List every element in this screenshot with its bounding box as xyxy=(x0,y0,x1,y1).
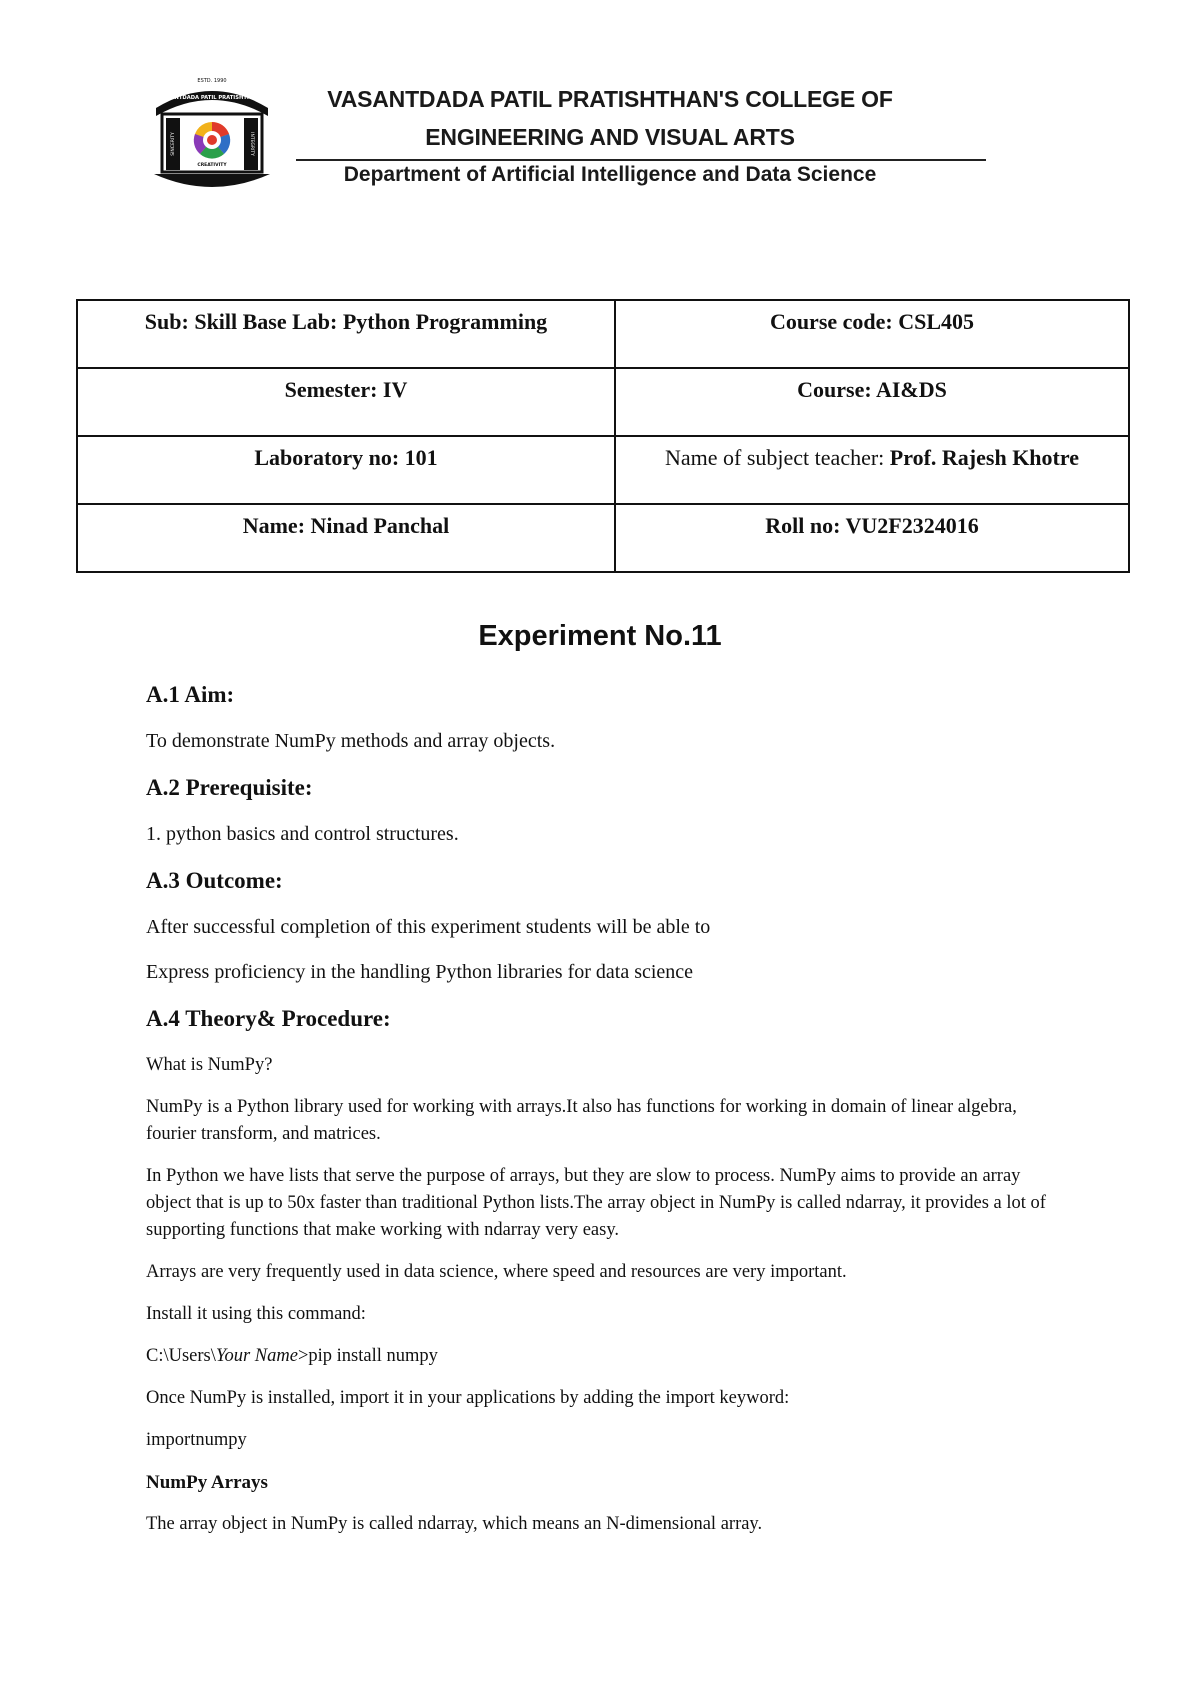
aim-text: To demonstrate NumPy methods and array objects. xyxy=(146,730,556,752)
table-row xyxy=(77,368,1129,436)
course-code-cell: Course code: CSL405 xyxy=(615,300,1129,368)
theory-question: What is NumPy? xyxy=(146,1055,273,1075)
experiment-title: Experiment No.11 xyxy=(478,620,722,652)
logo-right-pillar-text: INTEGRITY xyxy=(249,132,254,156)
course-cell: Course: AI&DS xyxy=(615,368,1129,436)
install-command-prefix: C:\Users\ xyxy=(146,1346,216,1366)
semester-cell: Semester: IV xyxy=(77,368,615,436)
college-name-line1: VASANTDADA PATIL PRATISHTHAN'S COLLEGE OF xyxy=(327,86,893,112)
college-seal-icon xyxy=(148,74,276,192)
laboratory-cell: Laboratory no: 101 xyxy=(77,436,615,504)
teacher-label: Name of subject teacher: xyxy=(665,445,890,470)
teacher-cell xyxy=(615,436,1129,504)
outcome-text-2: Express proficiency in the handling Python libraries for data science xyxy=(146,961,694,983)
logo-base-text: CREATIVITY xyxy=(197,163,227,168)
logo-estd-text: ESTD. 1990 xyxy=(197,78,227,84)
table-row xyxy=(77,300,1129,368)
install-command-name: Your Name xyxy=(215,1346,298,1366)
prerequisite-text: 1. python basics and control structures. xyxy=(146,823,459,845)
theory-heading: A.4 Theory& Procedure: xyxy=(146,1006,391,1031)
college-name xyxy=(300,80,920,156)
install-command-suffix: >pip install numpy xyxy=(297,1346,438,1366)
college-name-line2: ENGINEERING AND VISUAL ARTS xyxy=(425,124,795,150)
theory-paragraph-1: NumPy is a Python library used for working with arrays.It also has functions for working in domain of linear algebra, fourier transform, and matrices. xyxy=(146,1097,1017,1144)
outcome-heading: A.3 Outcome: xyxy=(146,868,283,893)
department-name: Department of Artificial Intelligence and Data Science xyxy=(343,163,877,186)
install-command xyxy=(146,1343,1066,1370)
roll-no-cell: Roll no: VU2F2324016 xyxy=(615,504,1129,572)
experiment-content xyxy=(146,680,1066,1553)
theory-paragraph-7: The array object in NumPy is called ndarray, which means an N-dimensional array. xyxy=(146,1514,763,1534)
theory-paragraph-3: Arrays are very frequently used in data science, where speed and resources are very important. xyxy=(146,1262,847,1282)
prerequisite-heading: A.2 Prerequisite: xyxy=(146,775,313,800)
theory-paragraph-2: In Python we have lists that serve the purpose of arrays, but they are slow to process. NumPy aims to provide an array object that is up to 50x faster than traditional Python lists.The array object in NumPy is called ndarray, it provides a lot of supporting functions that make working with ndarray very easy. xyxy=(146,1166,1046,1240)
teacher-name: Prof. Rajesh Khotre xyxy=(889,445,1079,470)
logo-left-pillar-text: SINCERITY xyxy=(171,132,176,156)
theory-paragraph-4: Install it using this command: xyxy=(146,1304,366,1324)
subject-cell: Sub: Skill Base Lab: Python Programming xyxy=(77,300,615,368)
numpy-arrays-heading: NumPy Arrays xyxy=(146,1472,268,1493)
header-divider xyxy=(296,159,986,161)
table-row xyxy=(77,504,1129,572)
course-info-table xyxy=(76,299,1130,573)
logo-arch-text: VASANTDADA PATIL PRATISHTHAN'S xyxy=(159,95,265,101)
table-row xyxy=(77,436,1129,504)
outcome-text-1: After successful completion of this experiment students will be able to xyxy=(146,916,711,938)
student-name-cell: Name: Ninad Panchal xyxy=(77,504,615,572)
aim-heading: A.1 Aim: xyxy=(146,682,235,707)
theory-paragraph-5: Once NumPy is installed, import it in your applications by adding the import keyword: xyxy=(146,1388,790,1408)
import-statement: importnumpy xyxy=(146,1430,247,1450)
